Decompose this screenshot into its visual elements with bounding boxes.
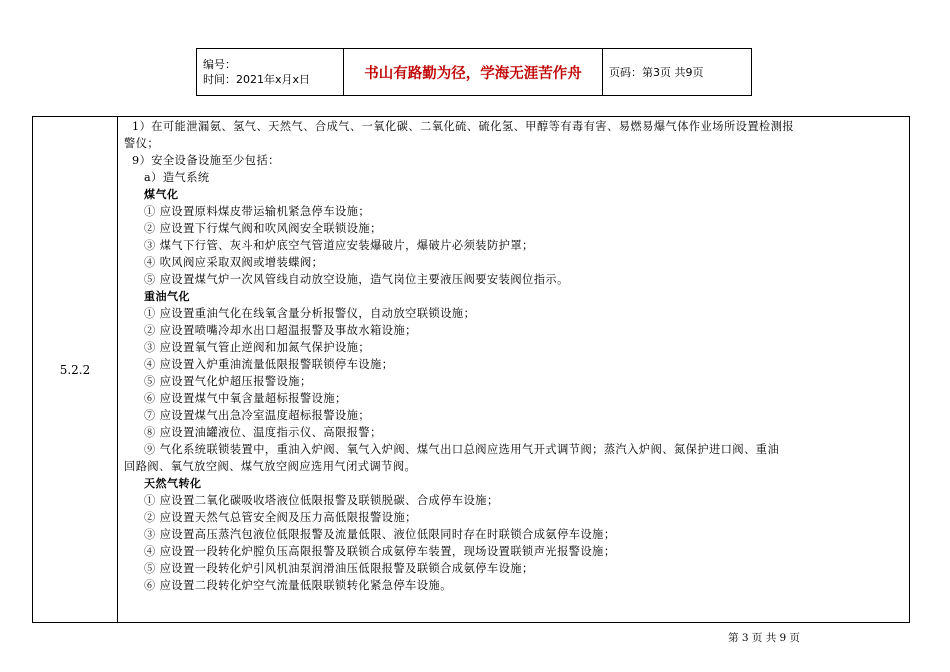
list-item: ⑤ 应设置煤气炉一次风管线自动放空设施，造气岗位主要液压阀要安装阀位指示。 [144, 273, 569, 286]
header-meta-cell [197, 49, 344, 96]
list-item: ⑨ 气化系统联锁装置中，重油入炉阀、氧气入炉阀、煤气出口总阀应选用气开式调节阀；蒸汽入炉阀、氮保护进口阀、重油 [144, 443, 780, 456]
page-code: 页码：第3页 共9页 [609, 66, 704, 79]
group-title: 煤气化 [144, 188, 179, 201]
group-title: 重油气化 [144, 290, 190, 303]
list-item: ④ 应设置入炉重油流量低限报警联锁停车设施； [144, 358, 394, 371]
list-item: ⑥ 应设置煤气中氧含量超标报警设施； [144, 392, 347, 405]
list-item: ① 应设置原料煤皮带运输机紧急停车设施； [144, 205, 371, 218]
serial-label: 编号： [203, 58, 236, 71]
list-item: ① 应设置二氧化碳吸收塔液位低限报警及联锁脱碳、合成停车设施； [144, 494, 499, 507]
intro-line: 9）安全设备设施至少包括： [132, 154, 280, 167]
list-item: ③ 应设置氧气管止逆阀和加氮气保护设施； [144, 341, 371, 354]
section-content [118, 117, 910, 623]
list-item: ⑦ 应设置煤气出急冷室温度超标报警设施； [144, 409, 371, 422]
list-item-continuation: 回路阀、氧气放空阀、煤气放空阀应选用气闭式调节阀。 [124, 460, 417, 473]
list-item: ⑥ 应设置二段转化炉空气流量低限联锁转化紧急停车设施。 [144, 579, 452, 592]
list-item: ⑧ 应设置油罐液位、温度指示仪、高限报警； [144, 426, 382, 439]
list-item: ② 应设置喷嘴冷却水出口超温报警及事故水箱设施； [144, 324, 417, 337]
list-item: ④ 应设置一段转化炉膛负压高限报警及联锁合成氨停车装置，现场设置联锁声光报警设施； [144, 545, 616, 558]
time-label: 时间：2021年x月x日 [203, 73, 311, 86]
section-number: 5.2.2 [33, 117, 118, 623]
content-table [32, 116, 910, 623]
list-item: ① 应设置重油气化在线氧含量分析报警仪，自动放空联锁设施； [144, 307, 476, 320]
subsection-heading: a）造气系统 [144, 171, 210, 184]
header-table [196, 48, 752, 96]
header-motto: 书山有路勤为径，学海无涯苦作舟 [344, 49, 603, 96]
header-page-code-cell [603, 49, 752, 96]
intro-line: 警仪； [124, 137, 160, 150]
list-item: ⑤ 应设置一段转化炉引风机油泵润滑油压低限报警及联锁合成氨停车设施； [144, 562, 534, 575]
intro-line: 1）在可能泄漏氨、氢气、天然气、合成气、一氧化碳、二氧化硫、硫化氢、甲醇等有毒有害、易燃易爆气体作业场所设置检测报 [132, 120, 795, 133]
list-item: ⑤ 应设置气化炉超压报警设施； [144, 375, 312, 388]
list-item: ② 应设置下行煤气阀和吹风阀安全联锁设施； [144, 222, 382, 235]
page-footer: 第 3 页 共 9 页 [728, 632, 801, 644]
group-title: 天然气转化 [144, 477, 202, 490]
list-item: ④ 吹风阀应采取双阀或增装蝶阀； [144, 256, 324, 269]
list-item: ③ 煤气下行管、灰斗和炉底空气管道应安装爆破片，爆破片必须装防护罩； [144, 239, 534, 252]
list-item: ③ 应设置高压蒸汽包液位低限报警及流量低限、液位低限同时存在时联锁合成氨停车设施； [144, 528, 616, 541]
list-item: ② 应设置天然气总管安全阀及压力高低限报警设施； [144, 511, 417, 524]
